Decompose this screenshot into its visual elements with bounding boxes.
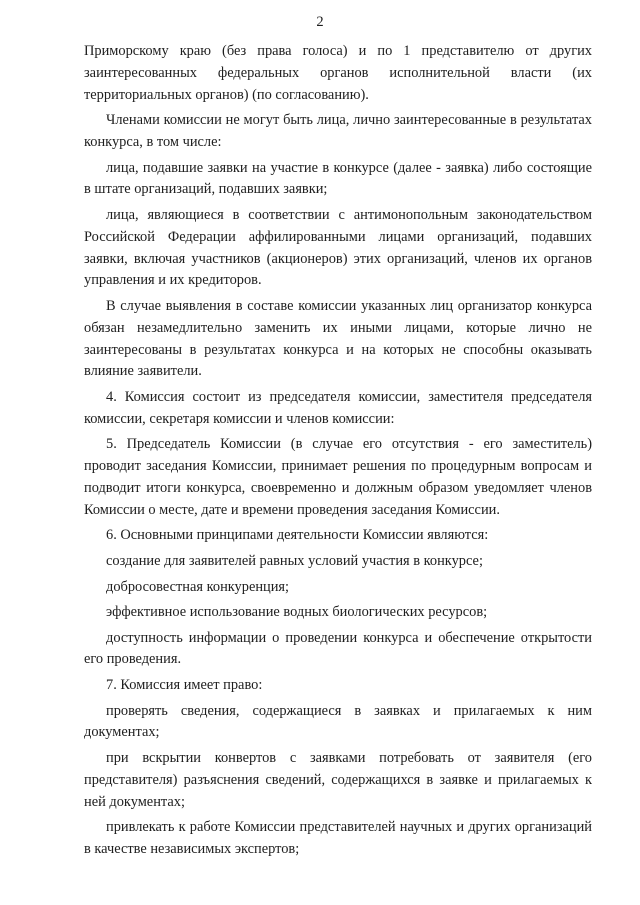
paragraph-item-6-principles: 6. Основными принципами деятельности Комиссии являются: xyxy=(106,527,489,544)
paragraph-information-access: доступность информации о проведении конкурса и обеспечение открытости его проведения. xyxy=(84,629,592,668)
paragraph-affiliated-persons: лица, являющиеся в соответствии с антимонопольным законодательством Российской Федерации аффилированными лицами организаций, подавших заявки, включая участников (акционеров) этих организаций, членов их органов управления и их кредиторов. xyxy=(84,206,592,289)
paragraph-request-clarification: при вскрытии конвертов с заявками потребовать от заявителя (его представителя) разъяснения сведений, содержащихся в заявке и прилагаемых к ней документах; xyxy=(84,750,592,810)
paragraph-equal-conditions: создание для заявителей равных условий участия в конкурсе; xyxy=(106,552,483,569)
paragraph-item-7-rights: 7. Комиссия имеет право: xyxy=(106,677,263,694)
paragraph-composition-continuation: Приморскому краю (без права голоса) и по 1 представителю от других заинтересованных федеральных органов исполнительной власти (их территориальных органов) (по согласованию). xyxy=(84,43,592,103)
paragraph-item-5-chairman: 5. Председатель Комиссии (в случае его отсутствия - его заместитель) проводит заседания Комиссии, принимает решения по процедурным вопросам и подводит итоги конкурса, своевременно и должным образом уведомляет членов Комиссии о месте, дате и времени проведения заседания Комиссии. xyxy=(84,436,592,518)
paragraph-applicants-staff: лица, подавшие заявки на участие в конкурсе (далее - заявка) либо состоящие в штате организаций, подавших заявки; xyxy=(84,159,592,198)
paragraph-replacement: В случае выявления в составе комиссии указанных лиц организатор конкурса обязан незамедлительно заменить их иными лицами, которые лично не заинтересованы в результатах конкурса и на которых не способны оказывать влияние заявители. xyxy=(84,297,592,380)
paragraph-item-4-composition: 4. Комиссия состоит из председателя комиссии, заместителя председателя комиссии, секретаря комиссии и членов комиссии: xyxy=(84,388,592,427)
paragraph-conflict-of-interest: Членами комиссии не могут быть лица, лично заинтересованные в результатах конкурса, в том числе: xyxy=(84,112,592,150)
paragraph-involve-experts: привлекать к работе Комиссии представителей научных и других организаций в качестве независимых экспертов; xyxy=(84,819,592,858)
paragraph-fair-competition: добросовестная конкуренция; xyxy=(106,578,290,595)
document-body xyxy=(84,41,592,861)
paragraph-efficient-use: эффективное использование водных биологических ресурсов; xyxy=(106,604,488,621)
page-number: 2 xyxy=(316,14,324,30)
paragraph-verify-information: проверять сведения, содержащиеся в заявках и прилагаемых к ним документах; xyxy=(84,702,592,741)
